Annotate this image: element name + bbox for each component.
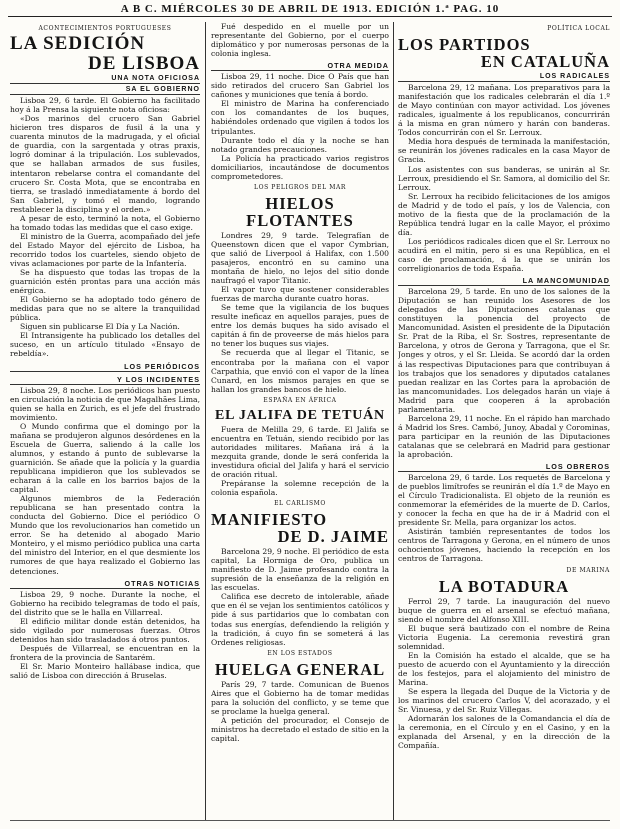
column-rule xyxy=(393,22,394,821)
paragraph: El vapor tuvo que sostener considerables fuerzas de marcha durante cuatro horas. xyxy=(211,285,389,304)
paragraph: Barcelona 29, 6 tarde. Los requetés de Barcelona y de pueblos limítrofes se reunirán el día 1.º de Mayo en el Círculo Tradicionalista. El objeto de la reunión es conmemorar la efemérides de la muerte de D. Carlos, y conocer la fecha en que ha de ir á Madrid con el presidente Sr. Mella, para organizar los actos. xyxy=(398,473,610,528)
headline-lisboa: DE LISBOA xyxy=(88,53,200,75)
paragraph: El Sr. Mario Monteiro hallábase indica, que salió de Lisboa con dirección á Bruselas. xyxy=(10,662,200,681)
paragraph: Algunos miembros de la Federación republicana se han presentado contra la conducta del Gobierno. Dice el periódico O Mundo que los revolucionarios han cometido un error. Se ha detenido al abogado Mario Monteiro, y el mismo periódico publica una carta del ministro del Interior, en el que desmiente los rumores de que haya realizado el Gobierno las detenciones. xyxy=(10,494,200,576)
subheadline: SA EL GOBIERNO xyxy=(10,85,200,95)
paragraph: Los periódicos radicales dicen que el Sr. Lerroux no acudirá en el mitin, pero si es una República, en el caso de proclamación, á la que se unirán los correligionarios de toda España. xyxy=(398,236,610,274)
section-heading: OTRA MEDIDA xyxy=(211,61,389,71)
subheadline: UNA NOTA OFICIOSA xyxy=(10,74,200,84)
headline-cataluna: EN CATALUÑA xyxy=(480,52,610,72)
section-heading: LOS PERIÓDICOS xyxy=(10,362,200,372)
paragraph: Fuera de Melilla 29, 6 tarde. El Jalifa se encuentra en Tetuán, siendo recibido por las autoridades militares. Mañana irá á la mezquita grande, donde le será conferida la investidura oficial del Jalifa y hará el servicio de oración ritual. xyxy=(211,424,389,479)
paragraph: Barcelona 29, 11 noche. En el rápido han marchado á Madrid los Sres. Cambó, Junoy, Abadal y Corominas, para participar en la reunión de las Diputaciones catalanas que se celebrará en Madrid para gestionar la aprobación. xyxy=(398,413,610,459)
headline-sedicion: LA SEDICIÓN xyxy=(10,33,146,55)
paragraph: Se teme que la vigilancia de los buques resulte ineficaz en aquellos parajes, pues de entre los demás buques ha sido avisado el capitán á fin de proveerse de más hielos para no tener los buques sus viajes. xyxy=(211,303,389,349)
bottom-rule xyxy=(10,820,610,821)
paragraph: La Policía ha practicado varios registros domiciliarios, incautándose de documentos comprometedores. xyxy=(211,153,389,181)
paragraph: Londres 29, 9 tarde. Telegrafían de Queenstown dicen que el vapor Cymbrian, que salió de Liverpool á Halifax, con 1.500 pasajeros, encontró en su camino una montaña de hielo, no lejos del sitio donde naufragó el vapor Titanic. xyxy=(211,230,389,286)
paragraph: París 29, 7 tarde. Comunican de Buenos Aires que el Gobierno ha de tomar medidas para la solución del conflicto, y se teme que se proclame la huelga general. xyxy=(211,679,389,716)
section-heading: Y LOS INCIDENTES xyxy=(10,375,200,385)
kicker: EN LOS ESTADOS xyxy=(267,649,333,657)
paragraph: Adornarán los salones de la Comandancia el día de la ceremonia, en el Círculo y en el Casino, y en la explanada del Arsenal, y en la dirección de la Compañía. xyxy=(398,714,610,751)
paragraph: El Intransigente ha publicado los detalles del suceso, en un artículo titulado «Ensayo de rebeldía». xyxy=(10,331,200,359)
kicker: ESPAÑA EN ÁFRICA xyxy=(263,396,337,404)
section-heading: LA MANCOMUNIDAD xyxy=(398,276,610,286)
paragraph: «Dos marinos del crucero San Gabriel hicieron tres disparos de fusil á la una y cuarenta minutos de la madrugada, y el oficial de guardia, con la sargentada y otras praxis, logró dominar á la tripulación. Los sublevados, que se hallaban armados de sus fusiles, intentaron rebelarse contra el comandante del crucero Sr. Costa Mota, que se encontraba en tierra, se trasladó inmediatamente á bordo del San Gabriel, y tomó el mando, logrando restablecer la disciplina y el orden.» xyxy=(10,114,200,214)
subheadline: LOS RADICALES xyxy=(398,72,610,82)
kicker: EL CARLISMO xyxy=(274,500,326,508)
column-rule xyxy=(205,22,206,821)
headline-botadura: LA BOTADURA xyxy=(438,576,570,596)
section-heading: LOS OBREROS xyxy=(398,462,610,472)
kicker: LOS PELIGROS DEL MAR xyxy=(253,183,346,191)
paragraph: El Gobierno se ha adoptado todo género de medidas para que no se altere la tranquilidad pública. xyxy=(10,295,200,323)
headline-partidos: LOS PARTIDOS xyxy=(398,35,531,55)
column-2 xyxy=(211,22,389,823)
paragraph: Barcelona 29, 12 mañana. Los preparativos para la manifestación que los radicales celebrarán el día 1.º de Mayo continúan con mayor actividad. Los jóvenes radicales, igualmente á los republicanos, concurrirán á la misma en gran número y harán con banderas. Todos concurrirán con el Sr. Lerroux. xyxy=(398,83,610,138)
kicker: DE MARINA xyxy=(566,566,610,574)
paragraph: Fué despedido en el muelle por un representante del Gobierno, por el cuerpo diplomático y por numerosas personas de la colonia inglesa. xyxy=(211,22,389,59)
paragraph: El edificio militar donde están detenidos, ha sido vigilado por numerosas fuerzas. Otros detenidos han sido trasladados á otros puntos. xyxy=(10,616,200,644)
paragraph: Durante todo el día y la noche se han notado grandes precauciones. xyxy=(211,135,389,154)
headline-huelga: HUELGA GENERAL xyxy=(214,659,386,679)
paragraph: Barcelona 29, 5 tarde. En uno de los salones de la Diputación se han reunido los Asesores de los delegados de las Diputaciones catalanas que constituyen la ponencia del proyecto de Mancomunidad. Asisten el presidente de la Diputación Sr. Prat de la Riba, el Sr. Sostres, representante de Barcelona, y otros de Gerona y Tarragona, que el Sr. Jonges y otros, y el Sr. Lleida. Se acordó dar la orden á las respectivas Diputaciones para que contribuyan á los trabajos que los senadores y diputados catalanes puedan realizar en las Cortes para la aprobación de las mancomunidades. Los delegados harán un viaje á Madrid para que cooperen á la aprobación parlamentaria. xyxy=(398,287,610,414)
headline-hielos: HIELOS FLOTANTES xyxy=(246,193,354,230)
paragraph: Prepáranse la solemne recepción de la colonia española. xyxy=(211,479,389,498)
paragraph: Media hora después de terminada la manifestación, se reunirán los jóvenes radicales en la casa Mayor de Gracia. xyxy=(398,137,610,165)
paragraph: Los asistentes con sus banderas, se unirán al Sr. Lerroux, presidiendo el Sr. Samora, al domicilio del Sr. Lerroux. xyxy=(398,164,610,192)
paragraph: Se recuerda que al llegar el Titanic, se encontraba por la mañana con el vapor Carpathia, que envió con el vapor de la línea Cunard, en los mismos parajes en que se hallan los grandes bancos de hielo. xyxy=(211,348,389,394)
paragraph: Lisboa 29, 8 noche. Los periódicos han puesto en circulación la noticia de que Magalhães Lima, quien se halla en Zurich, es el jefe del frustrado movimiento. xyxy=(10,385,200,422)
paragraph: Después de Villarreal, se encuentran en la frontera de la provincia de Santarém. xyxy=(10,643,200,662)
headline-don-jaime: DE D. JAIME xyxy=(277,527,389,547)
paragraph: El buque será bautizado con el nombre de Reina Victoria Eugenia. La ceremonia revestirá gran solemnidad. xyxy=(398,623,610,651)
masthead: A B C. MIÉRCOLES 30 DE ABRIL DE 1913. EDICIÓN 1.ª PAG. 10 xyxy=(8,2,612,17)
paragraph: El ministro de Marina ha conferenciado con los comandantes de los buques, habiéndoles ordenado que vigilen á todos los tripulantes. xyxy=(211,99,389,136)
paragraph: Asistirán también representantes de todos los centros de Tarragona y Gerona, en el número de unos ochocientos jóvenes, haciendo la recepción en los centros de Tarragona. xyxy=(398,527,610,564)
headline-jalifa: EL JALIFA DE TETUÁN xyxy=(215,407,385,423)
kicker: POLÍTICA LOCAL xyxy=(547,25,610,32)
paragraph: Lisboa 29, 6 tarde. El Gobierno ha facilitado hoy á la Prensa la siguiente nota oficiosa: xyxy=(10,96,200,115)
paragraph: A pesar de esto, terminó la nota, el Gobierno ha tomado todas las medidas que el caso exige. xyxy=(10,213,200,232)
paragraph: Lisboa 29, 9 noche. Durante la noche, el Gobierno ha recibido telegramas de todo el país, del distrito que se le halla en Villarreal. xyxy=(10,589,200,617)
kicker: ACONTECIMIENTOS PORTUGUESES xyxy=(38,25,172,32)
section-heading: OTRAS NOTICIAS xyxy=(10,579,200,589)
headline-manifiesto: MANIFIESTO xyxy=(211,510,328,530)
paragraph: Ferrol 29, 7 tarde. La inauguración del nuevo buque de guerra en el arsenal se efectuó mañana, siendo el nombre del Alfonso XIII. xyxy=(398,596,610,624)
paragraph: Califica ese decreto de intolerable, añade que en él se vejan los sentimientos católicos y pide á sus partidarios que lo combatan con todas sus energías, defendiendo la religión y la tradición, á cuyo fin se someterá á las Ordenes religiosas. xyxy=(211,592,389,647)
paragraph: Sr. Lerroux ha recibido felicitaciones de los amigos de Madrid y de todo el país, y los de Valencia, con motivo de la fiesta que de la proclamación de la República tendrá lugar en la calle Mayor, el próximo día. xyxy=(398,191,610,237)
paragraph: En la Comisión ha estado el alcalde, que se ha puesto de acuerdo con el Ayuntamiento y la dirección de los festejos, para el alojamiento del ministro de Marina. xyxy=(398,650,610,687)
paragraph: Se espera la llegada del Duque de la Victoria y de los marinos del crucero Carlos V, del acorazado, y el Sr. Vinuesa, y del Sr. Ruiz Villegas. xyxy=(398,687,610,715)
paragraph: Barcelona 29, 9 noche. El periódico de esta capital, La Hormiga de Oro, publica un manifiesto de D. Jaime profesando contra la supresión de la enseñanza de la religión en las escuelas. xyxy=(211,547,389,593)
paragraph: O Mundo confirma que el domingo por la mañana se produjeron algunos desórdenes en la Escuela de Guerra, saliendo á la calle los alumnos, y estando á punto de sublevarse la guarnición. Se añade que la policía y la guardia republicana impidieron que los sublevados se echaran á la calle en los barrios bajos de la capital. xyxy=(10,421,200,495)
column-3 xyxy=(398,22,610,823)
paragraph: Siguen sin publicarse El Día y La Nación. xyxy=(20,322,180,332)
column-1 xyxy=(10,22,200,823)
paragraph: El ministro de la Guerra, acompañado del jefe del Estado Mayor del ejército de Lisboa, ha recorrido todos los cuarteles, siendo objeto de vivas aclamaciones por parte de la Infantería. xyxy=(10,231,200,268)
paragraph: Lisboa 29, 11 noche. Dice O País que han sido retirados del crucero San Gabriel los cañones y municiones que tenía á bordo. xyxy=(211,72,389,100)
paragraph: A petición del procurador, el Consejo de ministros ha decretado el estado de sitio en la capital. xyxy=(211,715,389,743)
paragraph: Se ha dispuesto que todas las tropas de la guarnición estén prontas para una acción más enérgica. xyxy=(10,268,200,296)
